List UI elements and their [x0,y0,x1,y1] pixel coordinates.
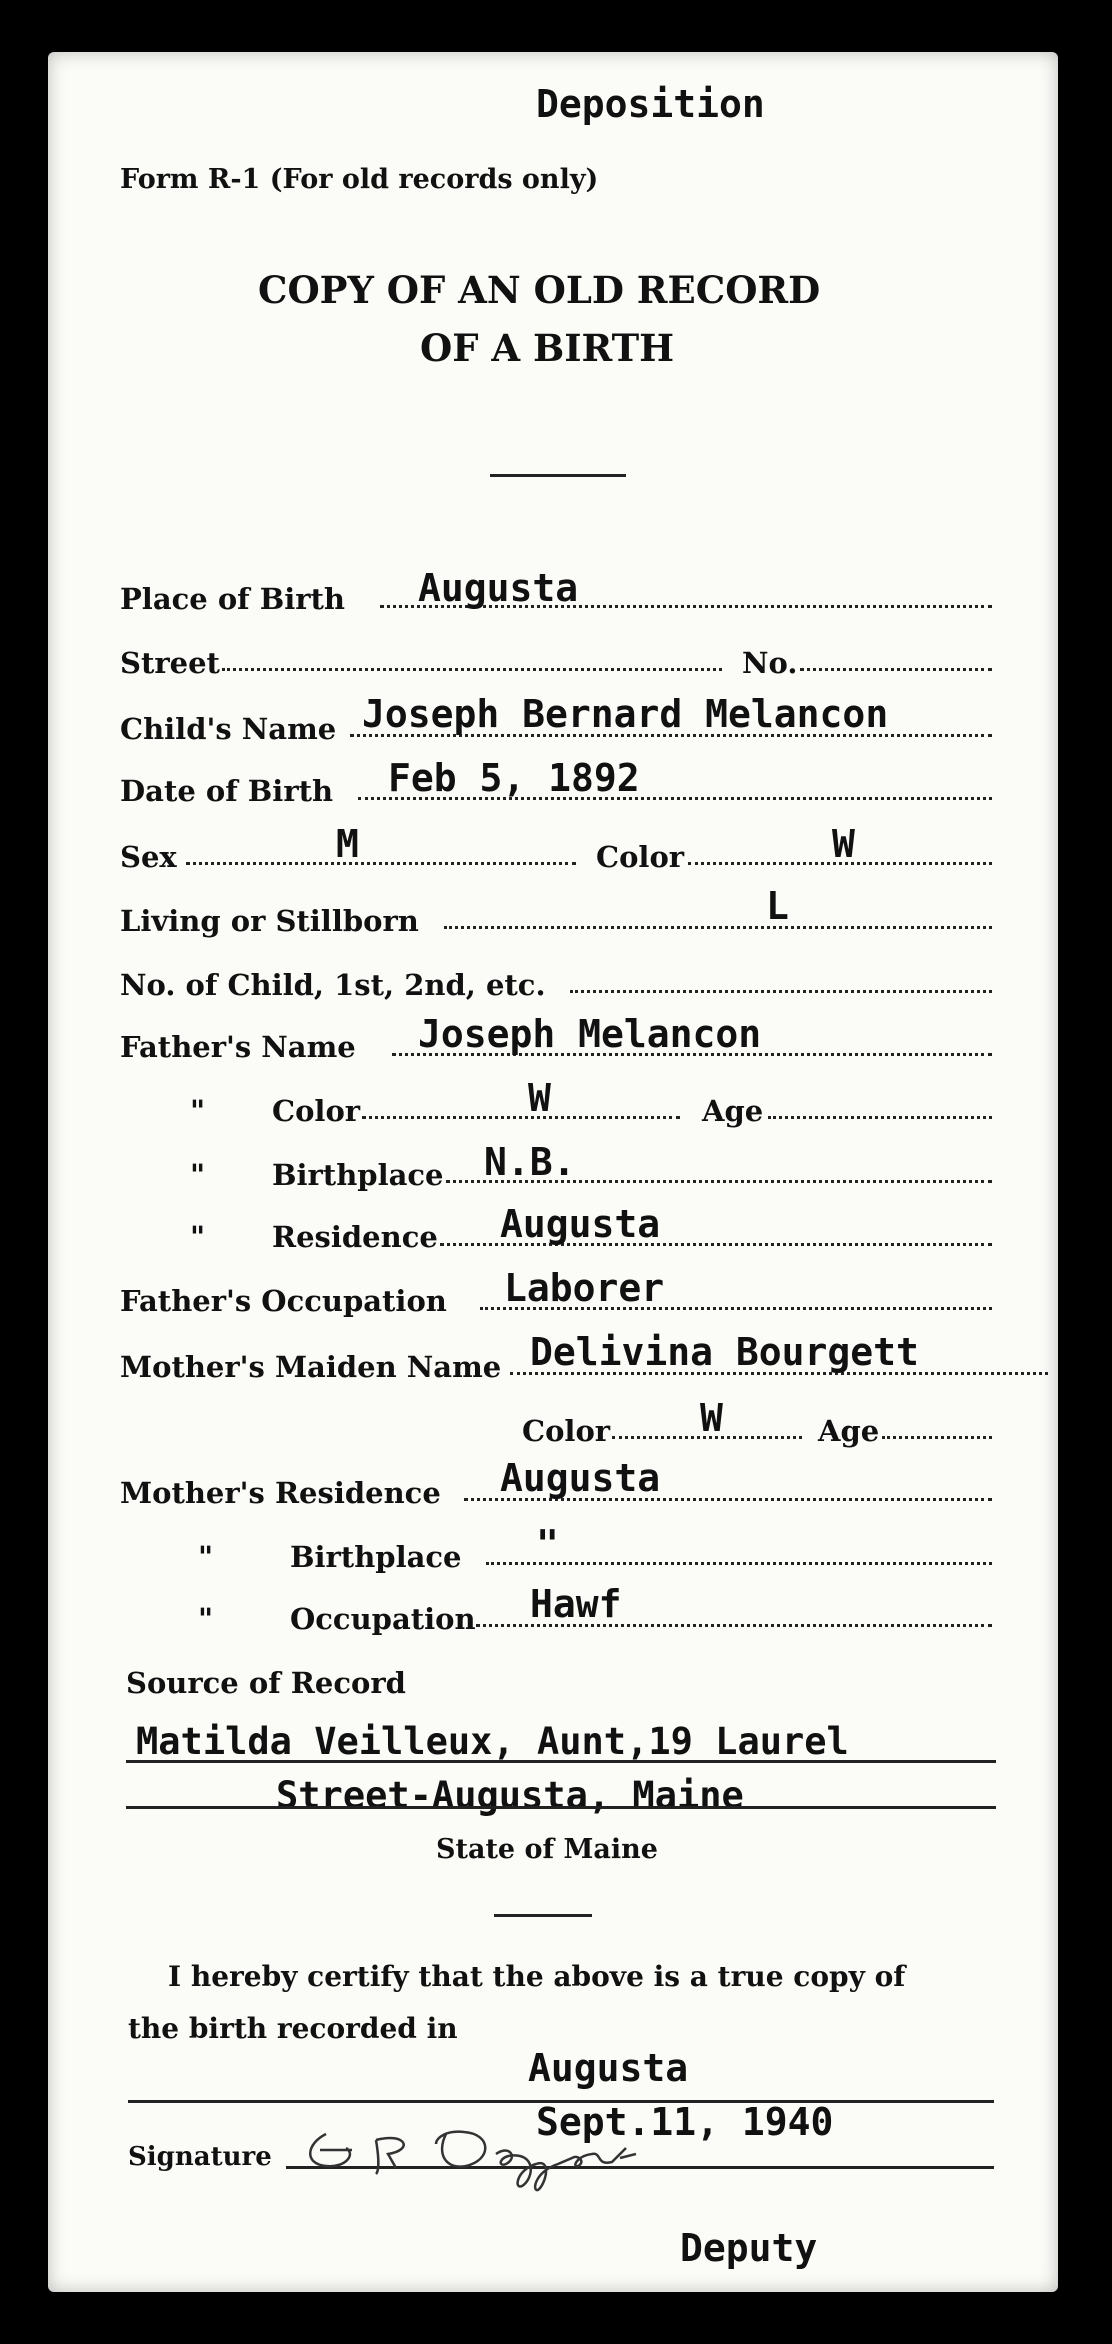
street-label: Street [120,646,220,680]
ditto-mark: " [190,1220,206,1254]
ditto-mark: " [190,1158,206,1192]
father-color-label: Color [272,1094,361,1128]
title-divider [490,474,626,477]
certification-line1: I hereby certify that the above is a true copy of [168,1960,906,1993]
date-of-birth-label: Date of Birth [120,774,334,808]
place-of-birth-label: Place of Birth [120,582,346,616]
mothers-residence-value: Augusta [500,1456,661,1500]
living-or-stillborn-value: L [766,884,789,928]
mother-color-label: Color [522,1414,611,1448]
mother-color-value: W [700,1396,723,1440]
father-color-line [362,1116,680,1119]
deposition-note: Deposition [536,82,765,126]
living-or-stillborn-label: Living or Stillborn [120,904,419,938]
mother-birthplace-value: " [536,1522,559,1566]
fathers-name-label: Father's Name [120,1030,356,1064]
sex-label: Sex [120,840,177,874]
date-of-birth-value: Feb 5, 1892 [388,756,640,800]
no-of-child-line [570,990,992,993]
mothers-maiden-name-label: Mother's Maiden Name [120,1350,502,1384]
signature-label: Signature [128,2142,272,2172]
fathers-name-value: Joseph Melancon [418,1012,762,1056]
mother-birthplace-line [486,1562,992,1565]
ditto-mark: " [198,1602,214,1636]
mothers-residence-label: Mother's Residence [120,1476,441,1510]
father-age-label: Age [702,1094,764,1128]
mother-birthplace-label: Birthplace [290,1540,462,1574]
living-or-stillborn-line [444,926,992,929]
no-of-child-label: No. of Child, 1st, 2nd, etc. [120,968,546,1002]
form-label: Form R-1 (For old records only) [120,164,599,195]
no-label: No. [742,646,798,680]
source-of-record-line1: Matilda Veilleux, Aunt,19 Laurel [136,1720,849,1763]
place-of-birth-value: Augusta [418,566,579,610]
recorded-in-place: Augusta [528,2046,689,2090]
no-line [800,668,992,671]
color-label: Color [596,840,685,874]
ditto-mark: " [190,1094,206,1128]
father-residence-value: Augusta [500,1202,661,1246]
color-value: W [832,822,855,866]
mother-age-line [882,1436,992,1439]
certification-line2: the birth recorded in [128,2012,458,2045]
handwritten-signature [296,2104,796,2194]
state-divider [494,1914,592,1917]
mother-age-label: Age [818,1414,880,1448]
father-age-line [768,1116,992,1119]
form-title-line1: COPY OF AN OLD RECORD [258,268,821,312]
father-color-value: W [528,1076,551,1120]
state-of-maine: State of Maine [436,1834,658,1865]
sex-line [186,862,576,865]
fathers-occupation-label: Father's Occupation [120,1284,447,1318]
sex-value: M [336,822,359,866]
father-birthplace-value: N.B. [484,1140,576,1184]
mother-occupation-value: Hawf [530,1582,622,1626]
certification-date: Sept.11, 1940 [536,2100,834,2144]
form-title-line2: OF A BIRTH [420,326,675,370]
mothers-maiden-name-value: Delivina Bourgett [530,1330,919,1374]
father-residence-label: Residence [272,1220,438,1254]
source-of-record-line2: Street-Augusta, Maine [276,1774,744,1817]
source-line1-rule [126,1760,996,1763]
fathers-occupation-value: Laborer [504,1266,665,1310]
street-line [222,668,722,671]
source-of-record-label: Source of Record [126,1666,406,1700]
source-line2-rule [126,1806,996,1809]
childs-name-label: Child's Name [120,712,337,746]
mother-occupation-label: Occupation [290,1602,476,1636]
father-birthplace-label: Birthplace [272,1158,444,1192]
childs-name-value: Joseph Bernard Melancon [362,692,889,736]
ditto-mark: " [198,1540,214,1574]
deputy-title: Deputy [680,2226,818,2270]
